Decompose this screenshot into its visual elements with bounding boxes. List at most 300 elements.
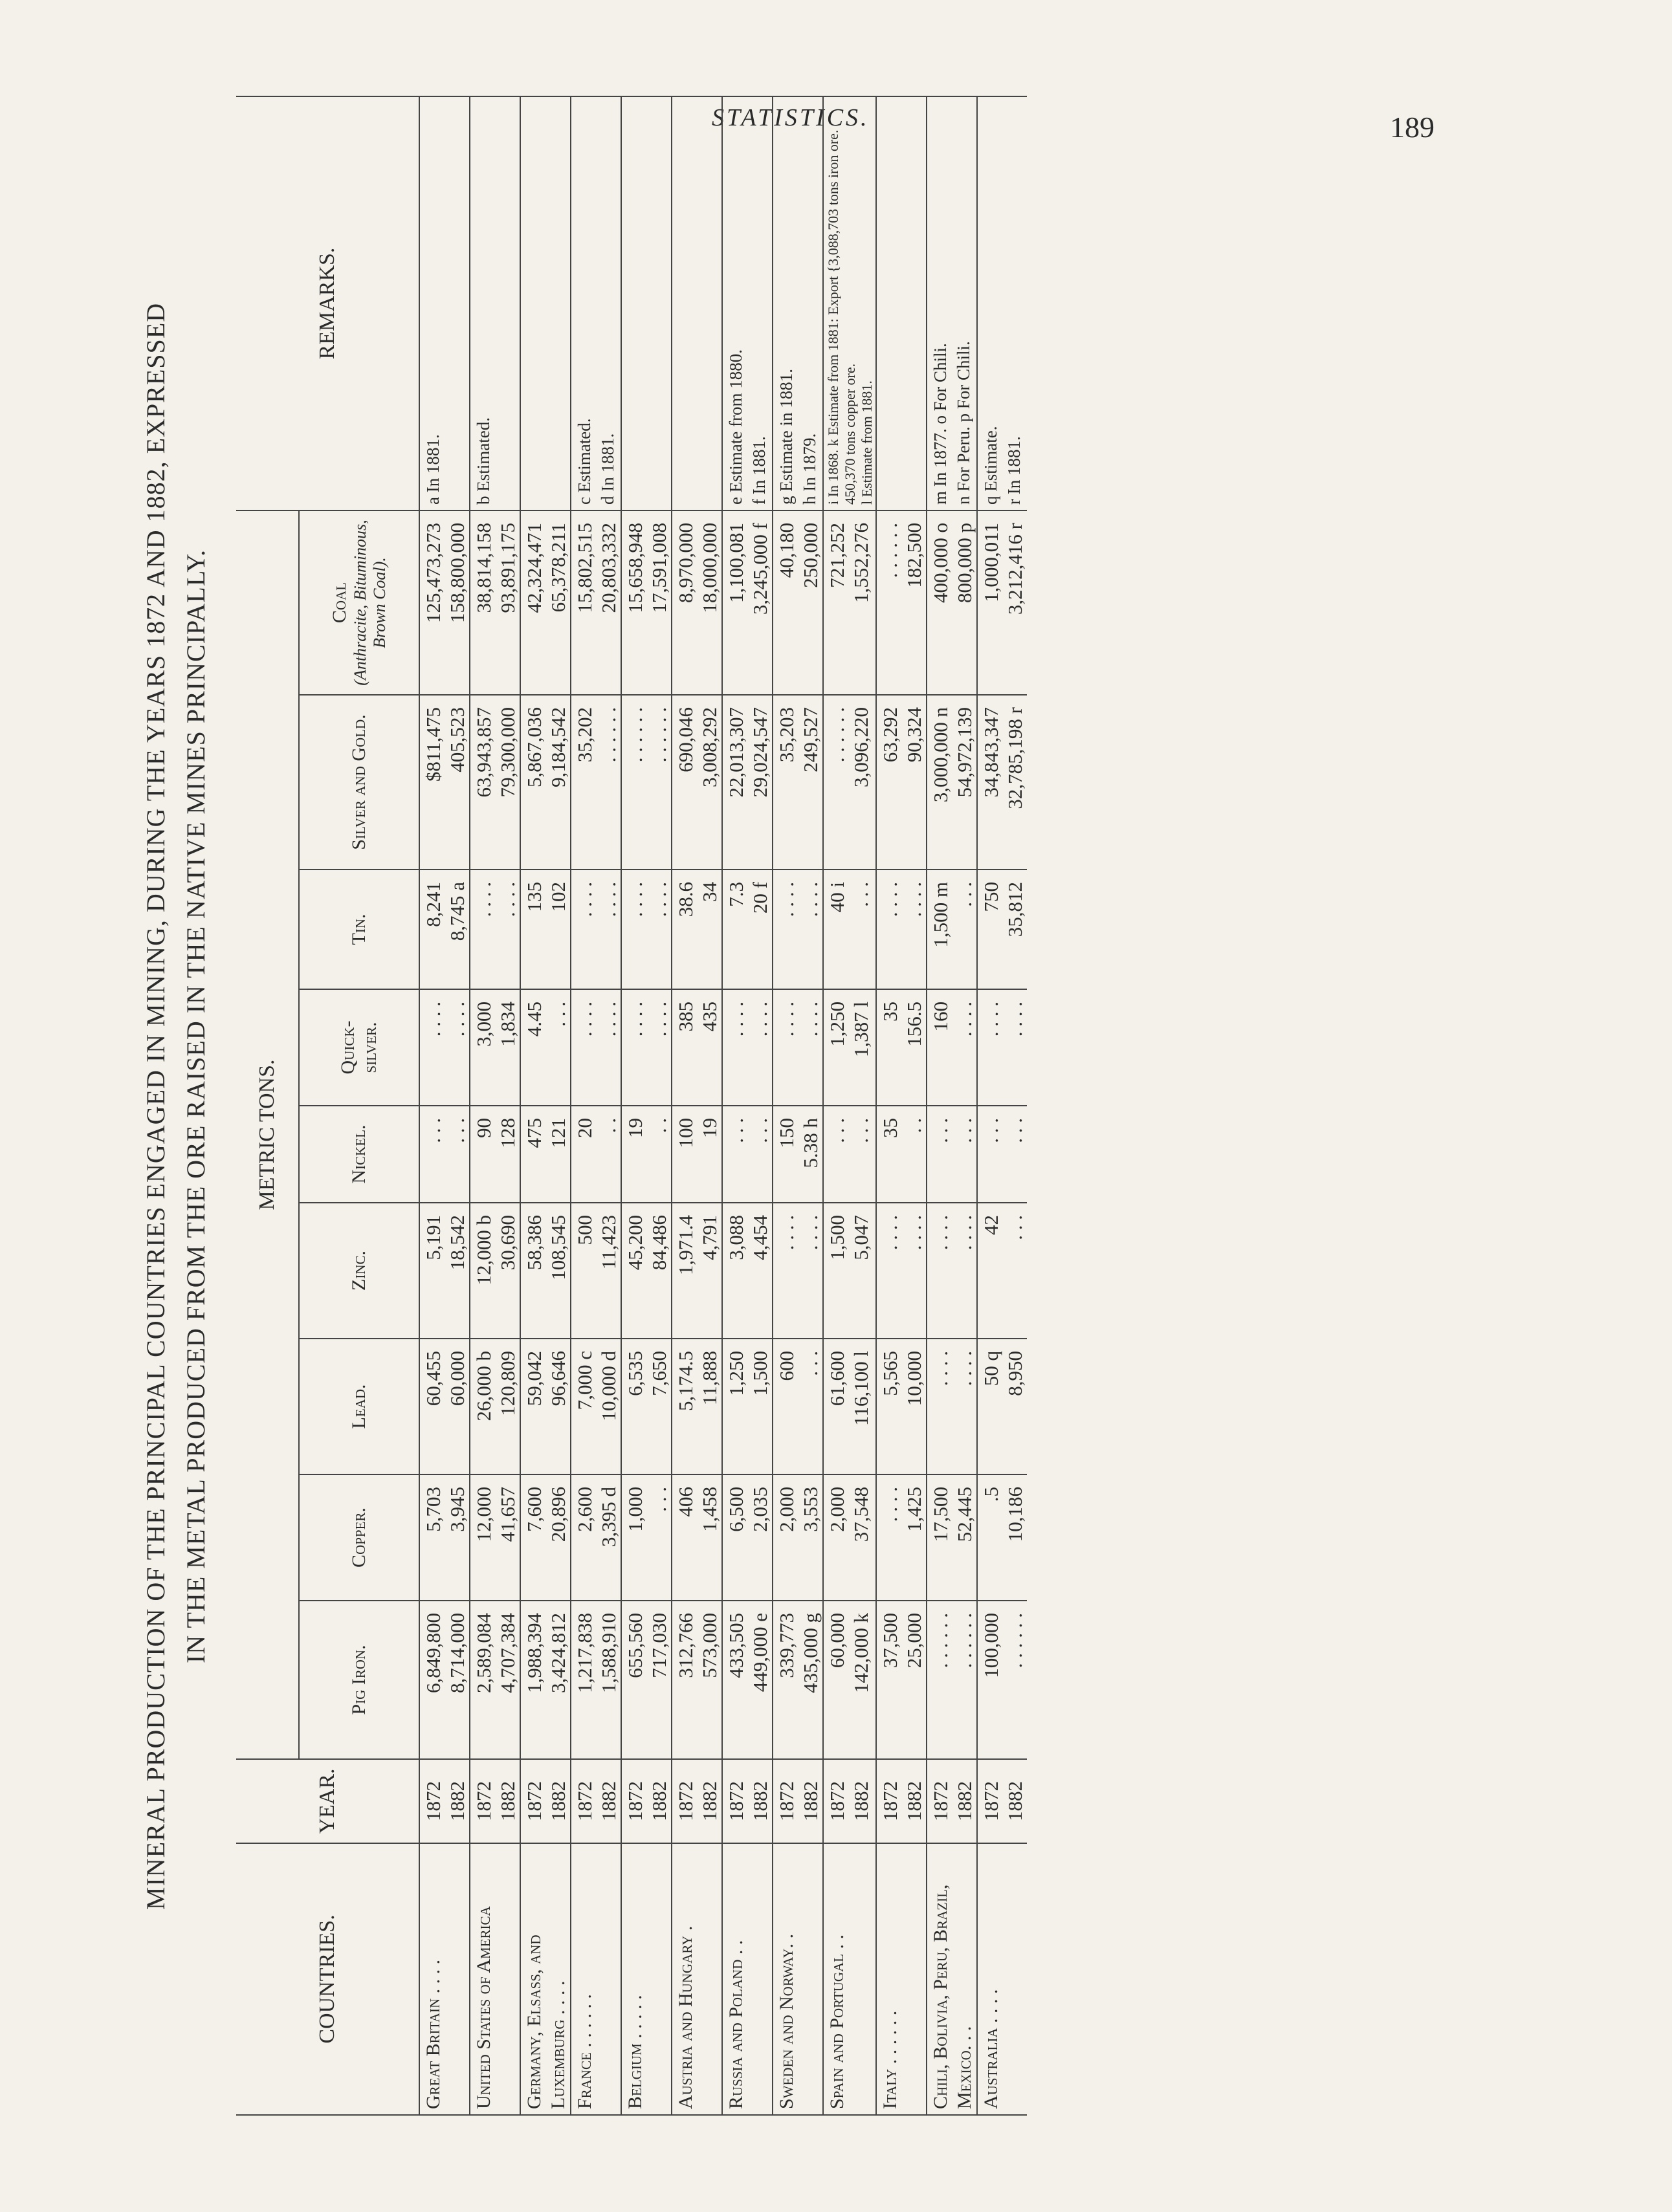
pig-iron-1882: 573,000 (698, 1613, 721, 1678)
quicksilver-1872: 35 (879, 1002, 901, 1022)
table-row (470, 96, 520, 2115)
silver-gold-1882: 405,523 (446, 707, 468, 772)
year-cell (977, 1759, 1027, 1843)
remark-line-1: c Estimated. (575, 418, 594, 505)
coal-1882: 20,803,332 (597, 523, 620, 613)
lead-1872: 50 q (980, 1351, 1002, 1386)
coal-1882: 65,378,211 (547, 523, 569, 613)
table-row (927, 96, 977, 2115)
header-nickel: Nickel. (299, 1106, 419, 1203)
year-1882: 1882 (698, 1781, 721, 1821)
nickel-cell (876, 1106, 927, 1203)
pig-iron-1872: 6,849,800 (422, 1613, 445, 1693)
country-cell: Austria and Hungary . (672, 1843, 722, 2115)
coal-1882: 17,591,008 (648, 523, 670, 613)
copper-1882: 1,458 (698, 1487, 721, 1532)
country-cell: France . . . . . . (571, 1843, 621, 2115)
copper-cell (470, 1474, 520, 1601)
copper-1882: 20,896 (547, 1487, 569, 1542)
zinc-1872: 5,191 (422, 1215, 445, 1260)
lead-1872: 61,600 (826, 1351, 848, 1407)
silver-gold-1882: . . . . . . (648, 707, 670, 763)
table-title (136, 97, 216, 2116)
silver-gold-cell (722, 695, 773, 870)
lead-1882: 116,100 l (850, 1351, 872, 1426)
zinc-cell (672, 1203, 722, 1339)
lead-1872: 59,042 (523, 1351, 545, 1407)
coal-cell (520, 510, 571, 695)
remark-line-1: q Estimate. (981, 426, 1000, 505)
header-metric-tons: METRIC TONS. (236, 510, 299, 1759)
coal-cell (571, 510, 621, 695)
lead-cell (520, 1339, 571, 1474)
copper-1872: 1,000 (624, 1487, 646, 1532)
remark-line-1: b Estimated. (474, 417, 493, 505)
pig-iron-cell (470, 1601, 520, 1759)
copper-cell (722, 1474, 773, 1601)
year-cell (571, 1759, 621, 1843)
coal-1882: 158,800,000 (446, 523, 468, 623)
remarks-cell (773, 96, 823, 510)
zinc-cell (927, 1203, 977, 1339)
tin-1882: . . . . (648, 882, 670, 917)
year-1872: 1872 (826, 1781, 848, 1821)
zinc-1882: 4,791 (698, 1215, 721, 1260)
remark-line-1: g Estimate in 1881. (776, 369, 796, 505)
page-number: 189 (1390, 111, 1435, 144)
copper-cell (520, 1474, 571, 1601)
nickel-cell (621, 1106, 672, 1203)
zinc-cell (571, 1203, 621, 1339)
nickel-1872: . . . (826, 1118, 848, 1143)
table-body (419, 96, 1027, 2115)
pig-iron-cell (927, 1601, 977, 1759)
year-1872: 1872 (725, 1781, 747, 1821)
zinc-1872: 45,200 (624, 1215, 646, 1271)
tin-1872: 7.3 (725, 882, 747, 907)
coal-cell (823, 510, 876, 695)
remark-line-2: r In 1881. (1004, 436, 1024, 505)
copper-1872: 7,600 (523, 1487, 545, 1532)
remarks-cell (927, 96, 977, 510)
remark-line-2: h In 1879. (800, 433, 819, 505)
zinc-cell (470, 1203, 520, 1339)
remark-line-2: n For Peru. p For Chili. (954, 341, 973, 505)
copper-1872: 2,000 (775, 1487, 798, 1532)
quicksilver-1882: . . . . (648, 1002, 670, 1037)
remark-line-1: a In 1881. (423, 434, 443, 505)
lead-1872: 60,455 (422, 1351, 445, 1407)
lead-cell (621, 1339, 672, 1474)
silver-gold-cell (672, 695, 722, 870)
copper-1872: 406 (674, 1487, 697, 1517)
coal-1882: 3,212,416 r (1004, 523, 1026, 615)
tin-cell (722, 870, 773, 989)
remark-line-2: l Estimate from 1881. (859, 380, 875, 505)
lead-1882: . . . (799, 1351, 822, 1376)
silver-gold-1882: 29,024,547 (749, 707, 771, 798)
remarks-cell (621, 96, 672, 510)
quicksilver-1872: . . . . (573, 1002, 596, 1037)
quicksilver-1882: 156.5 (903, 1002, 925, 1047)
zinc-1872: 42 (980, 1215, 1002, 1235)
header-coal-title: Coal (329, 582, 350, 624)
zinc-1872: 58,386 (523, 1215, 545, 1271)
nickel-1872: . . . (929, 1118, 952, 1143)
pig-iron-cell (621, 1601, 672, 1759)
year-1882: 1882 (547, 1781, 569, 1821)
quicksilver-cell (571, 989, 621, 1106)
silver-gold-1872: 63,943,857 (472, 707, 495, 798)
quicksilver-cell (823, 989, 876, 1106)
nickel-1882: . . (648, 1118, 670, 1133)
running-head: STATISTICS. (712, 104, 870, 131)
remark-line-2: d In 1881. (598, 433, 617, 505)
zinc-1872: 3,088 (725, 1215, 747, 1260)
lead-1882: 10,000 d (597, 1351, 620, 1421)
copper-1882: 1,425 (903, 1487, 925, 1532)
country-cell: Australia . . . . (977, 1843, 1027, 2115)
quicksilver-1872: 160 (929, 1002, 952, 1032)
lead-cell (876, 1339, 927, 1474)
year-1882: 1882 (850, 1781, 872, 1821)
copper-1882: 52,445 (953, 1487, 976, 1542)
header-silver-gold: Silver and Gold. (299, 695, 419, 870)
coal-1872: 1,100,081 (725, 523, 747, 603)
copper-cell (977, 1474, 1027, 1601)
table-row (823, 96, 876, 2115)
zinc-1872: 12,000 b (472, 1215, 495, 1286)
copper-1882: . . . (648, 1487, 670, 1512)
pig-iron-1872: 655,560 (624, 1613, 646, 1678)
year-1882: 1882 (749, 1781, 771, 1821)
pig-iron-cell (672, 1601, 722, 1759)
tin-1882: 34 (698, 882, 721, 902)
zinc-1882: . . . . (799, 1215, 822, 1251)
quicksilver-1872: . . . . (775, 1002, 798, 1037)
pig-iron-cell (773, 1601, 823, 1759)
year-1882: 1882 (903, 1781, 925, 1821)
nickel-1872: 19 (624, 1118, 646, 1138)
country-cell: Italy . . . . . . (876, 1843, 927, 2115)
mineral-production-table (236, 96, 1027, 2116)
zinc-cell (977, 1203, 1027, 1339)
silver-gold-cell (823, 695, 876, 870)
coal-cell (621, 510, 672, 695)
coal-cell (977, 510, 1027, 695)
quicksilver-cell (927, 989, 977, 1106)
title-line-1: MINERAL PRODUCTION OF THE PRINCIPAL COUNTRIES ENGAGED IN MINING, DURING THE YEARS 1872 AND 1882, EXPRESSED (141, 302, 170, 1911)
tin-1872: 40 i (826, 882, 848, 913)
lead-1882: . . . . (953, 1351, 976, 1386)
pig-iron-1882: 8,714,000 (446, 1613, 468, 1693)
silver-gold-1872: 35,202 (573, 707, 596, 763)
pig-iron-1882: 4,707,384 (496, 1613, 519, 1693)
silver-gold-1882: 79,300,000 (496, 707, 519, 798)
nickel-cell (722, 1106, 773, 1203)
pig-iron-1872: 433,505 (725, 1613, 747, 1678)
tin-1872: . . . . (472, 882, 495, 917)
zinc-cell (773, 1203, 823, 1339)
year-1882: 1882 (496, 1781, 519, 1821)
lead-cell (722, 1339, 773, 1474)
header-quicksilver: Quick-silver. (299, 989, 419, 1106)
copper-cell (672, 1474, 722, 1601)
tin-1872: 135 (523, 882, 545, 912)
year-cell (876, 1759, 927, 1843)
table-row (773, 96, 823, 2115)
coal-cell (927, 510, 977, 695)
quicksilver-1872: 4.45 (523, 1002, 545, 1037)
pig-iron-1872: 1,988,394 (523, 1613, 545, 1693)
copper-1872: 5,703 (422, 1487, 445, 1532)
zinc-1872: . . . . (879, 1215, 901, 1251)
nickel-cell (773, 1106, 823, 1203)
header-countries: COUNTRIES. (236, 1843, 419, 2115)
pig-iron-1882: . . . . . . (1004, 1613, 1026, 1669)
lead-cell (977, 1339, 1027, 1474)
pig-iron-1882: 25,000 (903, 1613, 925, 1669)
coal-1882: 250,000 (799, 523, 822, 588)
remarks-cell (470, 96, 520, 510)
tin-1882: 102 (547, 882, 569, 912)
tin-1872: . . . . (573, 882, 596, 917)
zinc-1872: 500 (573, 1215, 596, 1245)
year-1872: 1872 (674, 1781, 697, 1821)
quicksilver-cell (672, 989, 722, 1106)
table-row (977, 96, 1027, 2115)
coal-1872: 15,658,948 (624, 523, 646, 613)
table-row (621, 96, 672, 2115)
country-cell: Germany, Elsass, and Luxemburg . . . . (520, 1843, 571, 2115)
nickel-1872: 20 (573, 1118, 596, 1138)
quicksilver-1882: . . . . (597, 1002, 620, 1037)
coal-1872: 1,000,011 (980, 523, 1002, 602)
pig-iron-1882: 1,588,910 (597, 1613, 620, 1693)
zinc-1872: 1,971.4 (674, 1215, 697, 1275)
lead-cell (823, 1339, 876, 1474)
nickel-1882: 128 (496, 1118, 519, 1148)
tin-1882: . . . . (903, 882, 925, 917)
pig-iron-1872: 60,000 (826, 1613, 848, 1669)
table-row (571, 96, 621, 2115)
quicksilver-cell (520, 989, 571, 1106)
lead-cell (927, 1339, 977, 1474)
header-coal (299, 510, 419, 695)
coal-cell (876, 510, 927, 695)
silver-gold-1882: 90,324 (903, 707, 925, 763)
year-1882: 1882 (648, 1781, 670, 1821)
year-cell (927, 1759, 977, 1843)
tin-cell (672, 870, 722, 989)
quicksilver-1872: 3,000 (472, 1002, 495, 1047)
remarks-cell (876, 96, 927, 510)
silver-gold-1882: 3,008,292 (698, 707, 721, 787)
zinc-cell (876, 1203, 927, 1339)
tin-1872: 750 (980, 882, 1002, 912)
copper-1872: 12,000 (472, 1487, 495, 1542)
nickel-1882: 5.38 h (799, 1118, 822, 1168)
remarks-cell (520, 96, 571, 510)
header-year: YEAR. (236, 1759, 419, 1843)
nickel-cell (927, 1106, 977, 1203)
zinc-cell (621, 1203, 672, 1339)
tin-1882: . . . (953, 882, 976, 907)
quicksilver-cell (876, 989, 927, 1106)
zinc-cell (722, 1203, 773, 1339)
header-pig-iron: Pig Iron. (299, 1601, 419, 1759)
tin-1872: 8,241 (422, 882, 445, 927)
lead-1872: 5,565 (879, 1351, 901, 1396)
copper-1872: 2,000 (826, 1487, 848, 1532)
silver-gold-1872: . . . . . . (826, 707, 848, 763)
pig-iron-1872: 312,766 (674, 1613, 697, 1678)
quicksilver-1872: 1,250 (826, 1002, 848, 1047)
silver-gold-1872: 34,843,347 (980, 707, 1002, 798)
silver-gold-1882: . . . . . . (597, 707, 620, 763)
pig-iron-1882: 435,000 g (799, 1613, 822, 1693)
year-1872: 1872 (775, 1781, 798, 1821)
nickel-1872: 90 (472, 1118, 495, 1138)
tin-cell (773, 870, 823, 989)
quicksilver-1882: 1,834 (496, 1002, 519, 1047)
year-1882: 1882 (799, 1781, 822, 1821)
year-cell (419, 1759, 470, 1843)
quicksilver-1882: . . . . (953, 1002, 976, 1037)
pig-iron-1872: 339,773 (775, 1613, 798, 1678)
coal-1872: 8,970,000 (674, 523, 697, 603)
tin-cell (621, 870, 672, 989)
nickel-1882: . . . (850, 1118, 872, 1143)
tin-1882: . . . . (597, 882, 620, 917)
remarks-cell (571, 96, 621, 510)
tin-cell (927, 870, 977, 989)
copper-cell (571, 1474, 621, 1601)
silver-gold-cell (419, 695, 470, 870)
lead-1882: 96,646 (547, 1351, 569, 1407)
pig-iron-1882: 3,424,812 (547, 1613, 569, 1693)
quicksilver-1882: . . . . (446, 1002, 468, 1037)
coal-cell (672, 510, 722, 695)
silver-gold-1882: 3,096,220 (850, 707, 872, 787)
zinc-cell (520, 1203, 571, 1339)
tin-1882: 35,812 (1004, 882, 1026, 937)
silver-gold-1872: 3,000,000 n (929, 707, 952, 803)
year-1872: 1872 (573, 1781, 596, 1821)
copper-cell (927, 1474, 977, 1601)
header-lead: Lead. (299, 1339, 419, 1474)
coal-cell (773, 510, 823, 695)
nickel-1872: 150 (775, 1118, 798, 1148)
coal-1872: 125,473,273 (422, 523, 445, 623)
copper-1882: 3,945 (446, 1487, 468, 1532)
zinc-1882: 11,423 (597, 1215, 620, 1270)
coal-cell (470, 510, 520, 695)
header-zinc: Zinc. (299, 1203, 419, 1339)
silver-gold-1872: 690,046 (674, 707, 697, 772)
year-cell (672, 1759, 722, 1843)
pig-iron-1872: 37,500 (879, 1613, 901, 1669)
nickel-cell (571, 1106, 621, 1203)
year-1882: 1882 (1004, 1781, 1026, 1821)
zinc-1872: 1,500 (826, 1215, 848, 1260)
header-tin: Tin. (299, 870, 419, 989)
remark-line-2: f In 1881. (749, 436, 769, 505)
zinc-1882: 30,690 (496, 1215, 519, 1271)
year-1872: 1872 (472, 1781, 495, 1821)
silver-gold-1882: 54,972,139 (953, 707, 976, 798)
zinc-1882: 5,047 (850, 1215, 872, 1260)
quicksilver-1882: . . . . (749, 1002, 771, 1037)
nickel-cell (520, 1106, 571, 1203)
silver-gold-cell (520, 695, 571, 870)
tin-1882: 8,745 a (446, 882, 468, 941)
table-row (520, 96, 571, 2115)
pig-iron-1882: 717,030 (648, 1613, 670, 1678)
copper-1882: 3,553 (799, 1487, 822, 1532)
zinc-1882: . . . (1004, 1215, 1026, 1240)
remark-line-1: i In 1868. k Estimate from 1881: Export {3,088,703 tons iron ore. 450,370 tons copper ore. (825, 129, 858, 505)
silver-gold-cell (927, 695, 977, 870)
lead-1882: 8,950 (1004, 1351, 1026, 1396)
quicksilver-cell (722, 989, 773, 1106)
title-line-2: IN THE METAL PRODUCED FROM THE ORE RAISED IN THE NATIVE MINES PRINCIPALLY. (181, 549, 210, 1664)
nickel-cell (470, 1106, 520, 1203)
pig-iron-1872: 100,000 (980, 1613, 1002, 1678)
quicksilver-cell (470, 989, 520, 1106)
silver-gold-cell (571, 695, 621, 870)
silver-gold-cell (876, 695, 927, 870)
silver-gold-cell (977, 695, 1027, 870)
year-cell (773, 1759, 823, 1843)
silver-gold-cell (470, 695, 520, 870)
zinc-cell (419, 1203, 470, 1339)
zinc-cell (823, 1203, 876, 1339)
tin-1872: 38.6 (674, 882, 697, 917)
year-cell (621, 1759, 672, 1843)
country-cell: Chili, Bolivia, Peru, Brazil, Mexico. . . (927, 1843, 977, 2115)
silver-gold-1872: $811,475 (422, 707, 445, 782)
pig-iron-cell (520, 1601, 571, 1759)
quicksilver-1872: . . . . (725, 1002, 747, 1037)
coal-1872: 38,814,158 (472, 523, 495, 613)
year-1872: 1872 (523, 1781, 545, 1821)
nickel-1882: 19 (698, 1118, 721, 1138)
tin-1872: . . . . (775, 882, 798, 917)
silver-gold-1882: 249,527 (799, 707, 822, 772)
tin-1882: . . . . (799, 882, 822, 917)
nickel-cell (419, 1106, 470, 1203)
nickel-1882: . . . (749, 1118, 771, 1143)
nickel-1882: . . (597, 1118, 620, 1133)
remarks-cell (419, 96, 470, 510)
copper-1882: 2,035 (749, 1487, 771, 1532)
year-1882: 1882 (953, 1781, 976, 1821)
zinc-1882: . . . . (903, 1215, 925, 1251)
table-row (419, 96, 470, 2115)
nickel-1882: . . (903, 1118, 925, 1133)
coal-1872: 42,324,471 (523, 523, 545, 613)
remarks-cell (672, 96, 722, 510)
silver-gold-1882: 9,184,542 (547, 707, 569, 787)
lead-cell (419, 1339, 470, 1474)
coal-1872: 40,180 (775, 523, 798, 578)
pig-iron-1872: . . . . . . (929, 1613, 952, 1669)
quicksilver-1872: . . . . (624, 1002, 646, 1037)
copper-1882: 10,186 (1004, 1487, 1026, 1542)
lead-1882: 60,000 (446, 1351, 468, 1407)
pig-iron-cell (977, 1601, 1027, 1759)
